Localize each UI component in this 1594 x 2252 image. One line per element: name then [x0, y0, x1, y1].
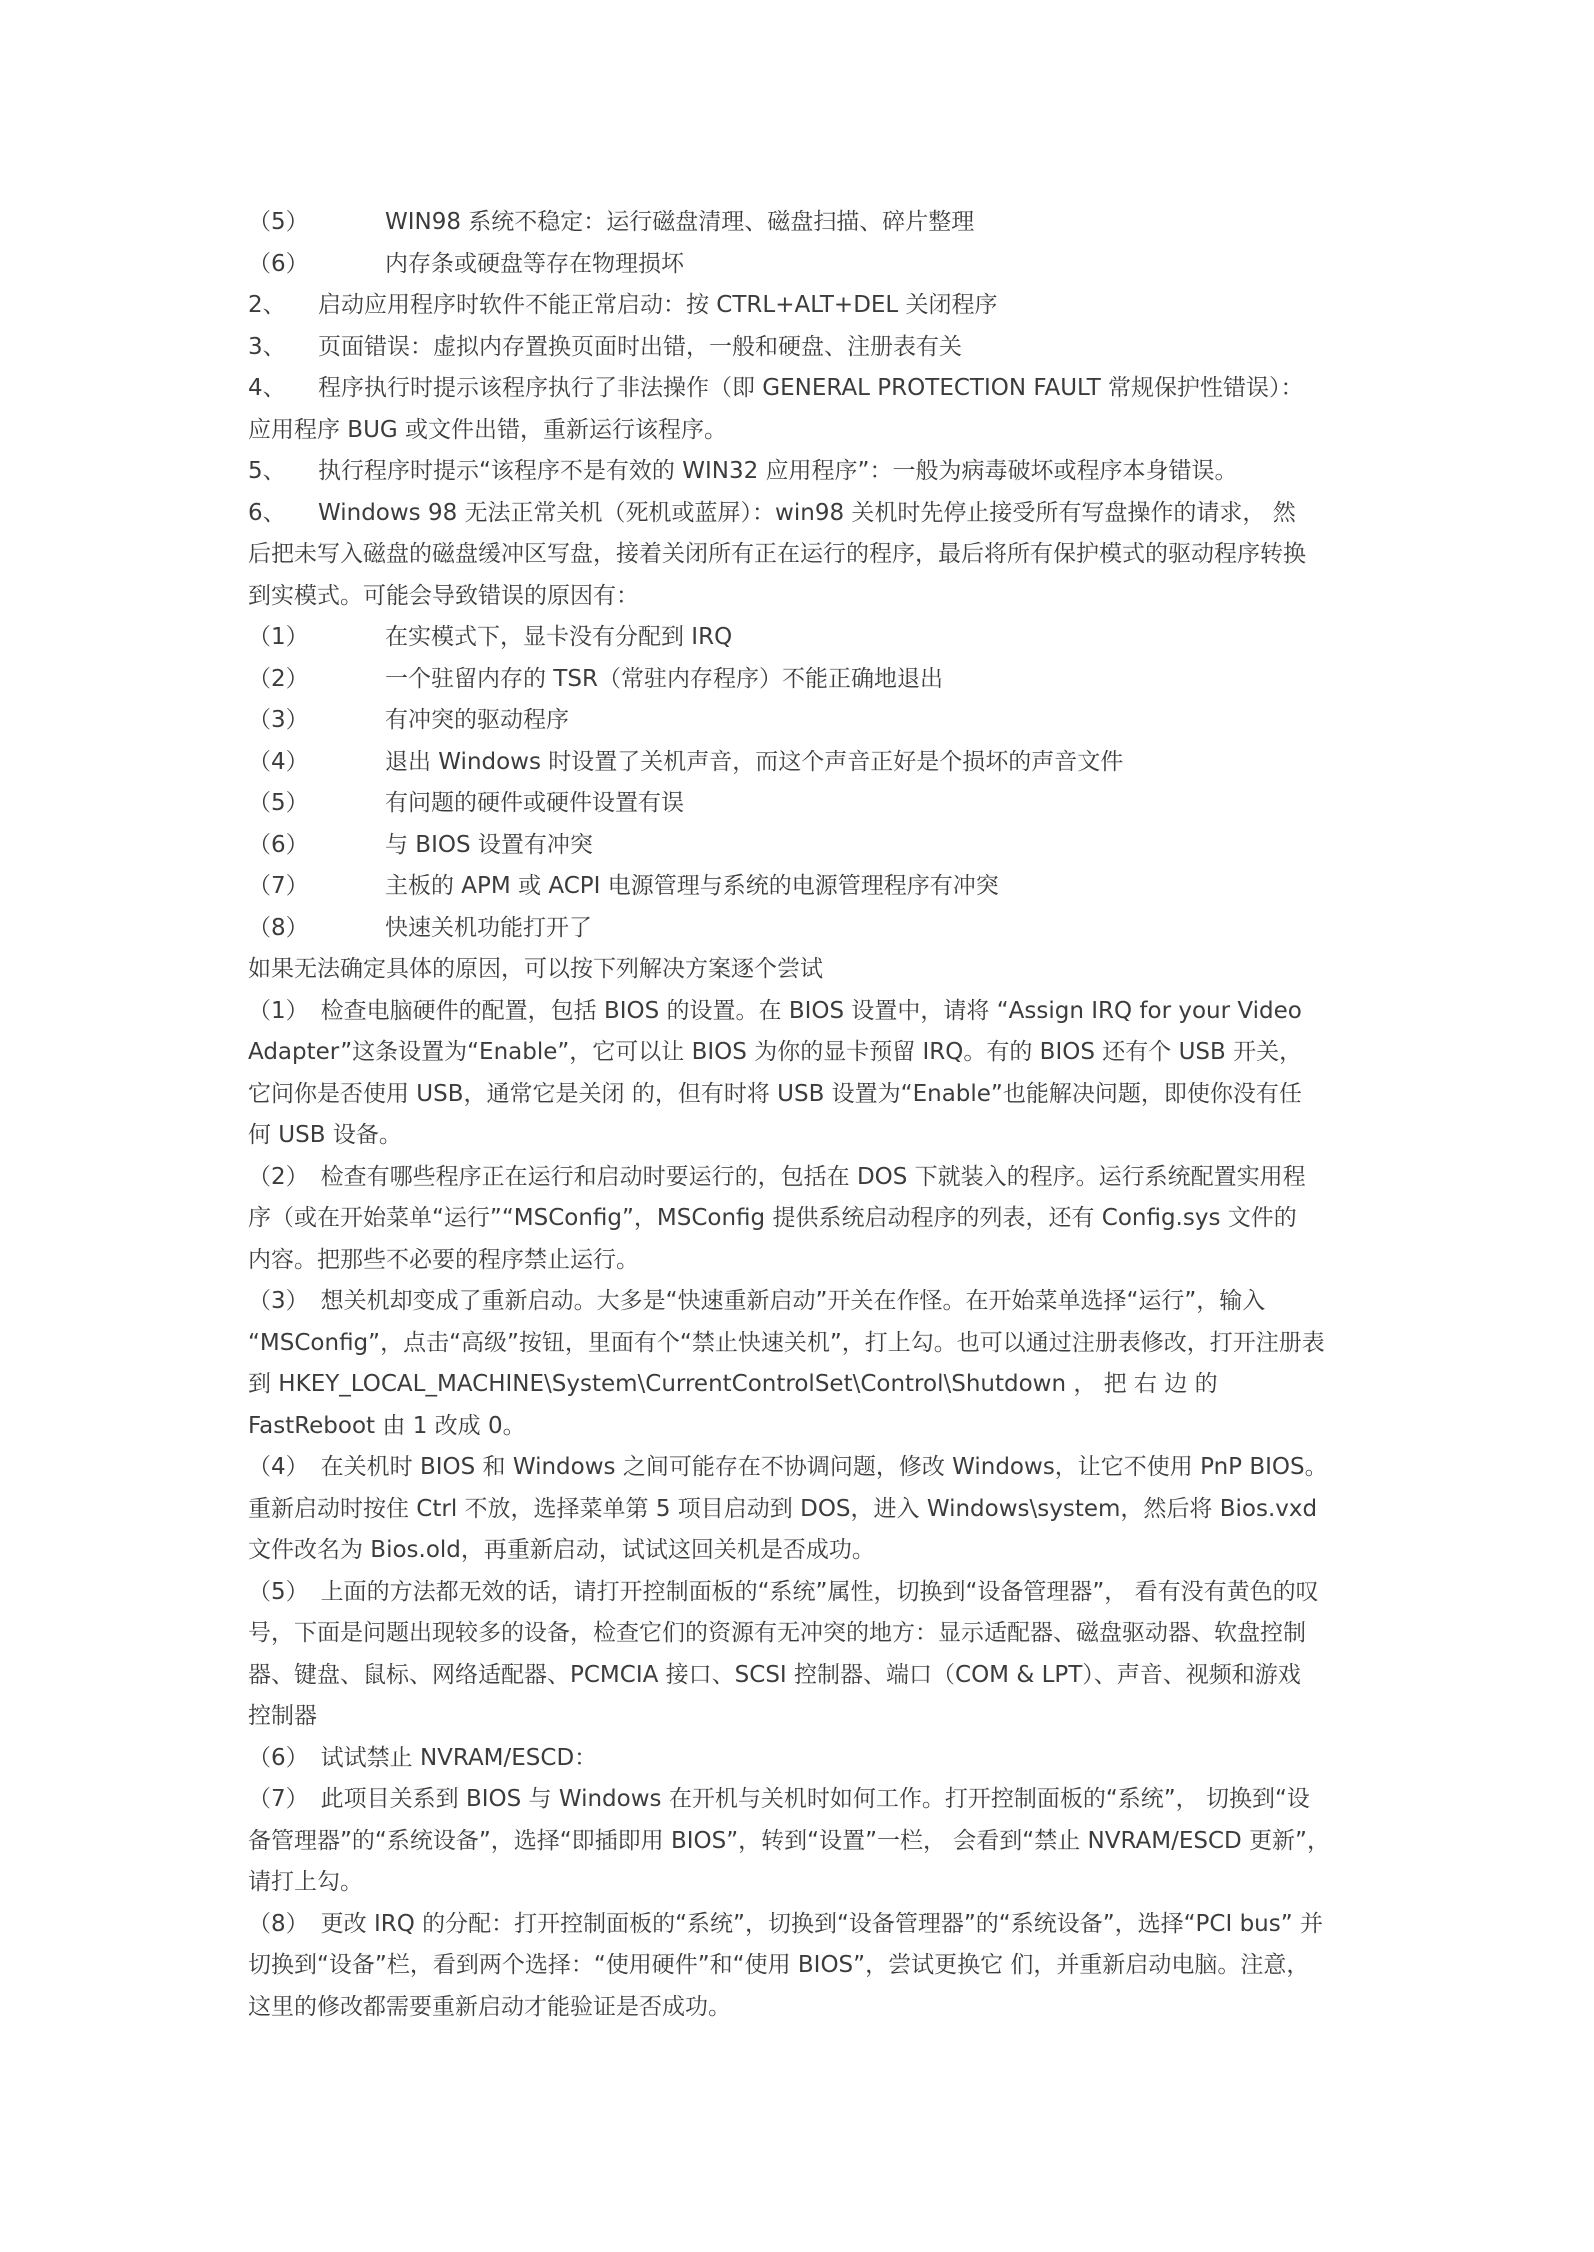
solution-line	[248, 1572, 1352, 1614]
solution-line: Adapter”这条设置为“Enable”，它可以让 BIOS 为你的显卡预留 IRQ。有的 BIOS 还有个 USB 开关，	[248, 1039, 1303, 1065]
solution-line: 何 USB 设备。	[248, 1122, 402, 1148]
item-number: 4、	[248, 375, 286, 401]
item-number: （6）	[248, 1744, 309, 1771]
solution-line: 控制器	[248, 1703, 317, 1729]
item-number: 6、	[248, 499, 286, 526]
solution-line: 切换到“设备”栏，看到两个选择：“使用硬件”和“使用 BIOS”，尝试更换它 们，并重新启动电脑。注意，	[248, 1952, 1310, 1978]
list-item-main	[248, 327, 1352, 369]
item-number: （3）	[248, 707, 309, 733]
list-item-main	[248, 451, 1352, 493]
item-text: 执行程序时提示“该程序不是有效的 WIN32 应用程序”：一般为病毒破坏或程序本身错误。	[318, 458, 1238, 484]
solution-item	[248, 1738, 1352, 1780]
solution-text: 在关机时 BIOS 和 Windows 之间可能存在不协调问题，修改 Windows，让它不使用 PnP BIOS。	[320, 1454, 1328, 1480]
item-number: （8）	[248, 914, 309, 941]
solution-line: 到 HKEY_LOCAL_MACHINE\System\CurrentControlSet\Control\Shutdown ， 把 右 边 的	[248, 1371, 1218, 1397]
item-text: WIN98 系统不稳定：运行磁盘清理、磁盘扫描、碎片整理	[385, 209, 975, 235]
solution-item	[248, 1572, 1352, 1738]
item-continuation: 应用程序 BUG 或文件出错，重新运行该程序。	[248, 416, 728, 443]
solution-line: 它问你是否使用 USB，通常它是关闭 的，但有时将 USB 设置为“Enable”也能解决问题，即使你没有任	[248, 1080, 1302, 1107]
item-text: 有冲突的驱动程序	[385, 707, 569, 733]
list-item-sub	[248, 244, 1352, 286]
solution-line	[248, 1281, 1352, 1323]
solution-line: 号，下面是问题出现较多的设备，检查它们的资源有无冲突的地方：显示适配器、磁盘驱动器、软盘控制	[248, 1620, 1306, 1646]
item-text: Windows 98 无法正常关机（死机或蓝屏）：win98 关机时先停止接受所有写盘操作的请求， 然	[318, 499, 1296, 526]
item-text: 有问题的硬件或硬件设置有误	[385, 790, 684, 816]
item-text: 页面错误：虚拟内存置换页面时出错，一般和硬盘、注册表有关	[318, 333, 962, 360]
solution-line	[248, 1447, 1352, 1489]
solution-text: 检查电脑硬件的配置，包括 BIOS 的设置。在 BIOS 设置中，请将 “Assign IRQ for your Video	[320, 997, 1302, 1024]
list-item-main	[248, 368, 1352, 410]
solutions-intro: 如果无法确定具体的原因，可以按下列解决方案逐个尝试	[248, 956, 823, 982]
item-number: （5）	[248, 790, 309, 816]
item-number: （3）	[248, 1288, 309, 1314]
item-number: （2）	[248, 665, 309, 692]
item-number: （1）	[248, 624, 309, 650]
cause-item	[248, 617, 1352, 659]
item-number: 3、	[248, 333, 286, 360]
item-text: 主板的 APM 或 ACPI 电源管理与系统的电源管理程序有冲突	[385, 873, 999, 899]
list-item-main	[248, 285, 1352, 327]
item-number: 2、	[248, 292, 286, 318]
item-number: （7）	[248, 1786, 309, 1812]
document-body	[248, 202, 1352, 2028]
solution-item	[248, 1904, 1352, 2029]
item-text: 与 BIOS 设置有冲突	[385, 831, 593, 858]
solution-line: 这里的修改都需要重新启动才能验证是否成功。	[248, 1993, 731, 2020]
item-number: （1）	[248, 997, 309, 1024]
item-text: 程序执行时提示该程序执行了非法操作（即 GENERAL PROTECTION FAULT 常规保护性错误）：	[318, 375, 1304, 401]
item-number: （4）	[248, 748, 309, 775]
item-number: （6）	[248, 250, 309, 277]
solution-line: 序（或在开始菜单“运行”“MSConfig”，MSConfig 提供系统启动程序的列表，还有 Config.sys 文件的	[248, 1205, 1297, 1231]
solution-text: 上面的方法都无效的话，请打开控制面板的“系统”属性，切换到“设备管理器”， 看有没有黄色的叹	[320, 1578, 1319, 1605]
solution-line	[248, 1779, 1352, 1821]
solution-line	[248, 1738, 1352, 1780]
solution-line: 器、键盘、鼠标、网络适配器、PCMCIA 接口、SCSI 控制器、端口（COM & LPT）、声音、视频和游戏	[248, 1661, 1301, 1688]
solution-line: 备管理器”的“系统设备”，选择“即插即用 BIOS”，转到“设置”一栏， 会看到“禁止 NVRAM/ESCD 更新”，	[248, 1827, 1330, 1854]
item-continuation: 到实模式。可能会导致错误的原因有：	[248, 582, 639, 609]
solution-line: “MSConfig”，点击“高级”按钮，里面有个“禁止快速关机”，打上勾。也可以通过注册表修改，打开注册表	[248, 1329, 1325, 1356]
solution-text: 此项目关系到 BIOS 与 Windows 在开机与关机时如何工作。打开控制面板的“系统”， 切换到“设	[320, 1786, 1310, 1812]
solution-line: 重新启动时按住 Ctrl 不放，选择菜单第 5 项目启动到 DOS，进入 Windows\system，然后将 Bios.vxd	[248, 1495, 1318, 1522]
item-number: （7）	[248, 873, 309, 899]
item-number: （4）	[248, 1454, 309, 1480]
cause-item	[248, 659, 1352, 701]
item-number: 5、	[248, 458, 286, 484]
cause-item	[248, 783, 1352, 825]
solution-item	[248, 1281, 1352, 1447]
solution-text: 想关机却变成了重新启动。大多是“快速重新启动”开关在作怪。在开始菜单选择“运行”，输入	[320, 1288, 1266, 1314]
item-number: （8）	[248, 1910, 309, 1937]
solution-line	[248, 1904, 1352, 1946]
cause-item	[248, 825, 1352, 867]
solution-line	[248, 1157, 1352, 1199]
cause-item	[248, 700, 1352, 742]
solution-item	[248, 1779, 1352, 1904]
cause-item	[248, 908, 1352, 950]
solution-text: 试试禁止 NVRAM/ESCD：	[320, 1744, 598, 1771]
solution-line: 请打上勾。	[248, 1869, 363, 1895]
solution-item	[248, 1157, 1352, 1282]
item-number: （2）	[248, 1163, 309, 1190]
solution-line: 内容。把那些不必要的程序禁止运行。	[248, 1246, 639, 1273]
list-item-main	[248, 493, 1352, 535]
solution-line: FastReboot 由 1 改成 0。	[248, 1412, 526, 1439]
item-number: （6）	[248, 831, 309, 858]
solution-item	[248, 1447, 1352, 1572]
solution-text: 检查有哪些程序正在运行和启动时要运行的，包括在 DOS 下就装入的程序。运行系统配置实用程	[320, 1163, 1306, 1190]
solution-line: 文件改名为 Bios.old，再重新启动，试试这回关机是否成功。	[248, 1537, 875, 1563]
item-text: 内存条或硬盘等存在物理损坏	[385, 250, 684, 277]
solution-text: 更改 IRQ 的分配：打开控制面板的“系统”，切换到“设备管理器”的“系统设备”，选择“PCI bus” 并	[320, 1910, 1323, 1937]
item-number: （5）	[248, 209, 309, 235]
item-text: 退出 Windows 时设置了关机声音，而这个声音正好是个损坏的声音文件	[385, 748, 1124, 775]
item-text: 一个驻留内存的 TSR（常驻内存程序）不能正确地退出	[385, 665, 943, 692]
solution-item	[248, 991, 1352, 1157]
item-text: 在实模式下，显卡没有分配到 IRQ	[385, 624, 733, 650]
cause-item	[248, 866, 1352, 908]
list-item-sub	[248, 202, 1352, 244]
item-continuation: 后把未写入磁盘的磁盘缓冲区写盘，接着关闭所有正在运行的程序，最后将所有保护模式的驱动程序转换	[248, 541, 1306, 567]
item-number: （5）	[248, 1578, 309, 1605]
item-text: 启动应用程序时软件不能正常启动：按 CTRL+ALT+DEL 关闭程序	[318, 292, 998, 318]
item-text: 快速关机功能打开了	[385, 914, 592, 941]
cause-item	[248, 742, 1352, 784]
solution-line	[248, 991, 1352, 1033]
